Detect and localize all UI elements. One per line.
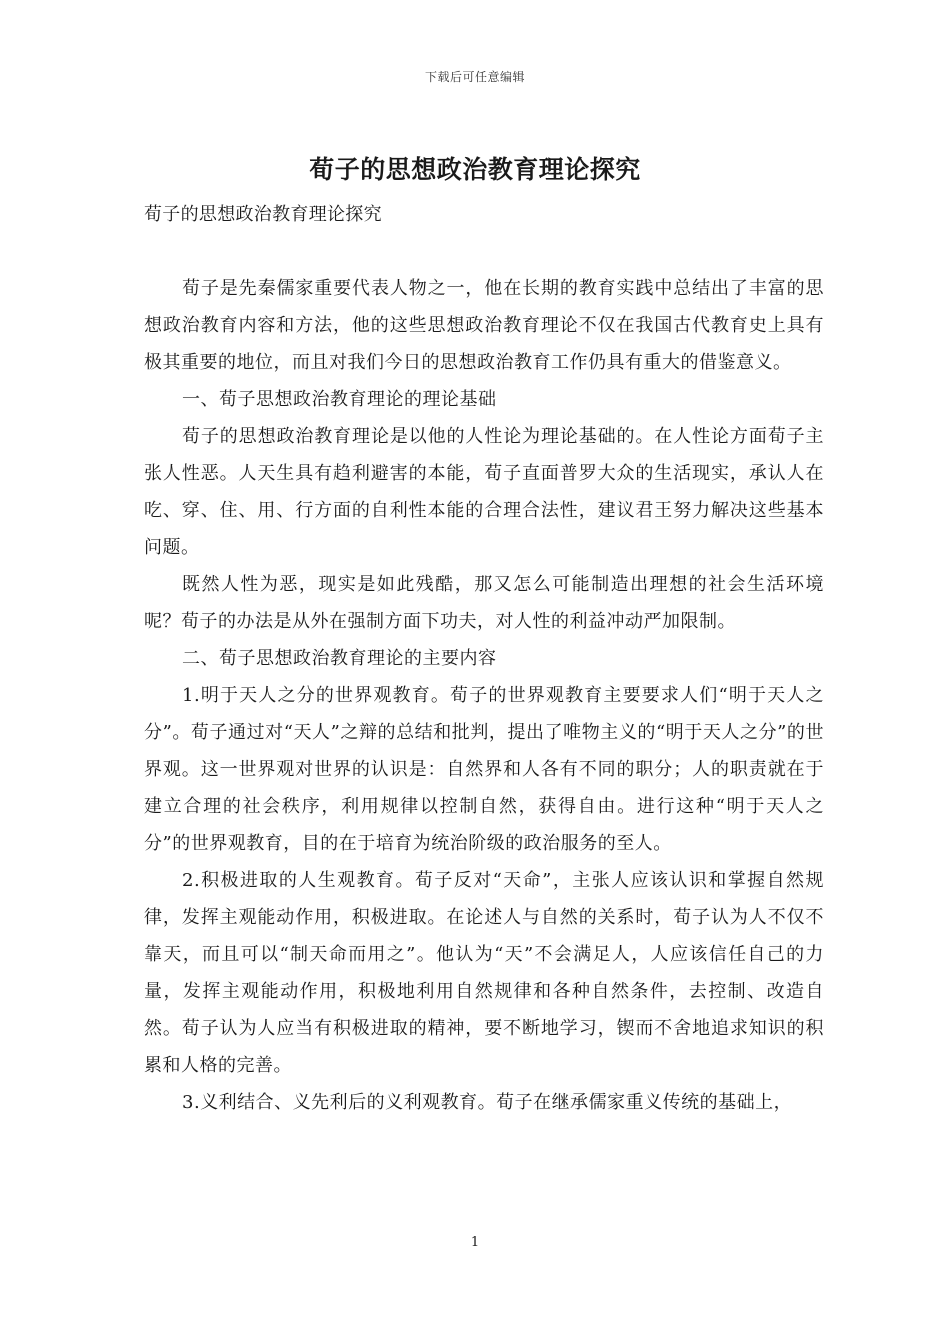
paragraph-intro: 荀子是先秦儒家重要代表人物之一，他在长期的教育实践中总结出了丰富的思想政治教育内容和方法，他的这些思想政治教育理论不仅在我国古代教育史上具有极其重要的地位，而且对我们今日的思想政治教育工作仍具有重大的借鉴意义。 [144,278,824,373]
document-body [144,270,824,1121]
document-title: 荀子的思想政治教育理论探究 [309,155,641,184]
paragraph-righteousness-profit: 3.义利结合、义先利后的义利观教育。荀子在继承儒家重义传统的基础上， [182,1092,793,1113]
section-heading-2: 二、荀子思想政治教育理论的主要内容 [182,648,497,669]
page-number: 1 [470,1235,480,1250]
paragraph-outlook-on-life: 2.积极进取的人生观教育。荀子反对“天命”，主张人应该认识和掌握自然规律，发挥主观能动作用，积极进取。在论述人与自然的关系时，荀子认为人不仅不靠天，而且可以“制天命而用之”。他认为“天”不会满足人，人应该信任自己的力量，发挥主观能动作用，积极地利用自然规律和各种自然条件，去控制、改造自然。荀子认为人应当有积极进取的精神，要不断地学习，锲而不舍地追求知识的积累和人格的完善。 [144,870,824,1076]
paragraph-human-nature: 荀子的思想政治教育理论是以他的人性论为理论基础的。在人性论方面荀子主张人性恶。人天生具有趋利避害的本能，荀子直面普罗大众的生活现实，承认人在吃、穿、住、用、行方面的自利性本能的合理合法性，建议君王努力解决这些基本问题。 [144,426,824,558]
section-heading-1: 一、荀子思想政治教育理论的理论基础 [182,389,497,410]
header-note: 下载后可任意编辑 [424,70,525,84]
paragraph-worldview: 1.明于天人之分的世界观教育。荀子的世界观教育主要要求人们“明于天人之分”。荀子通过对“天人”之辩的总结和批判，提出了唯物主义的“明于天人之分”的世界观。这一世界观对世界的认识是：自然界和人各有不同的职分；人的职责就在于建立合理的社会秩序，利用规律以控制自然，获得自由。进行这种“明于天人之分”的世界观教育，目的在于培育为统治阶级的政治服务的至人。 [144,685,824,854]
document-subtitle: 荀子的思想政治教育理论探究 [144,204,382,225]
paragraph-external-constraint: 既然人性为恶，现实是如此残酷，那又怎么可能制造出理想的社会生活环境呢？荀子的办法是从外在强制方面下功夫，对人性的利益冲动严加限制。 [144,574,824,632]
